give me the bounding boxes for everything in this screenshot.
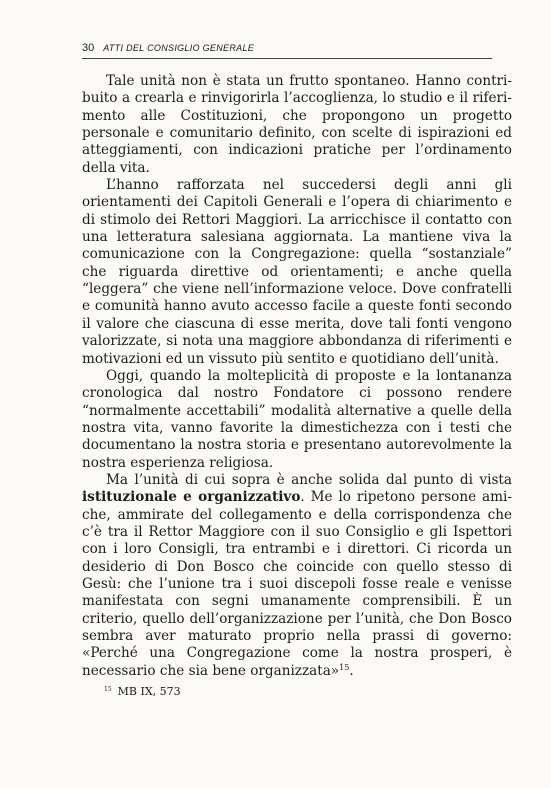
paragraph-4-lead: Ma l’unità di cui sopra è anche solida dal punto di vista	[106, 471, 512, 488]
footnote-text: MB IX, 573	[117, 685, 181, 698]
footnote-number: 15	[104, 686, 112, 693]
page-number: 30	[82, 42, 95, 54]
paragraph-4	[82, 472, 512, 680]
running-title: ATTI DEL CONSIGLIO GENERALE	[103, 43, 255, 53]
footnote-reference: 15	[339, 662, 350, 672]
body-text	[82, 73, 512, 680]
running-header	[82, 42, 492, 59]
paragraph-1: Tale unità non è stata un frutto spontaneo. Hanno contribuito a crearla e rinvigorirla l’accoglienza, lo studio e il riferimento alle Costituzioni, che propongono un progetto personale e comunitario definito, con scelte di ispirazioni ed atteggiamenti, con indicazioni pratiche per l’ordinamento della vita.	[82, 73, 512, 176]
paragraph-4-body: . Me lo ripetono persone amiche, ammirate del collegamento e della corrispondenza che c’è tra il Rettor Maggiore con il suo Consiglio e gli Ispettori con i loro Consigli, tra entrambi e i direttori. Ci ricorda un desiderio di Don Bosco che coincide con quello stesso di Gesù: che l’unione tra i suoi discepoli fosse reale e venisse manifestata con segni umanamente comprensibili. È un criterio, quello dell’organizzazione per l’unità, che Don Bosco sembra aver maturato proprio nella prassi di governo: «Perché una Congregazione come la nostra prosperi, è necessario che sia bene organizzata»	[82, 489, 512, 679]
footnote	[104, 683, 181, 698]
paragraph-3: Oggi, quando la molteplicità di proposte e la lontananza cronologica dal nostro Fondatore ci possono rendere “normalmente accettabili” modalità alternative a quelle della nostra vita, vanno favorite la dimestichezza con i testi che documentano la nostra storia e presentano autorevolmente la nostra esperienza religiosa.	[82, 367, 512, 471]
emphasis-text: istituzionale e organizzativo	[82, 489, 301, 506]
paragraph-4-end: .	[349, 662, 354, 679]
paragraph-2: L’hanno rafforzata nel succedersi degli anni gli orientamenti dei Capitoli Generali e l’opera di chiarimento e di stimolo dei Rettori Maggiori. La arricchisce il contatto con una letteratura salesiana aggiornata. La mantiene viva la comunicazione con la Congregazione: quella “sostanziale” che riguarda direttive od orientamenti; e anche quella “leggera” che viene nell’informazione veloce. Dove confratelli e comunità hanno avuto accesso facile a queste fonti secondo il valore che ciascuna di esse merita, dove tali fonti vengono valorizzate, si nota una maggiore abbondanza di riferimenti e motivazioni ed un vissuto più sentito e quotidiano dell’unità.	[82, 177, 512, 367]
